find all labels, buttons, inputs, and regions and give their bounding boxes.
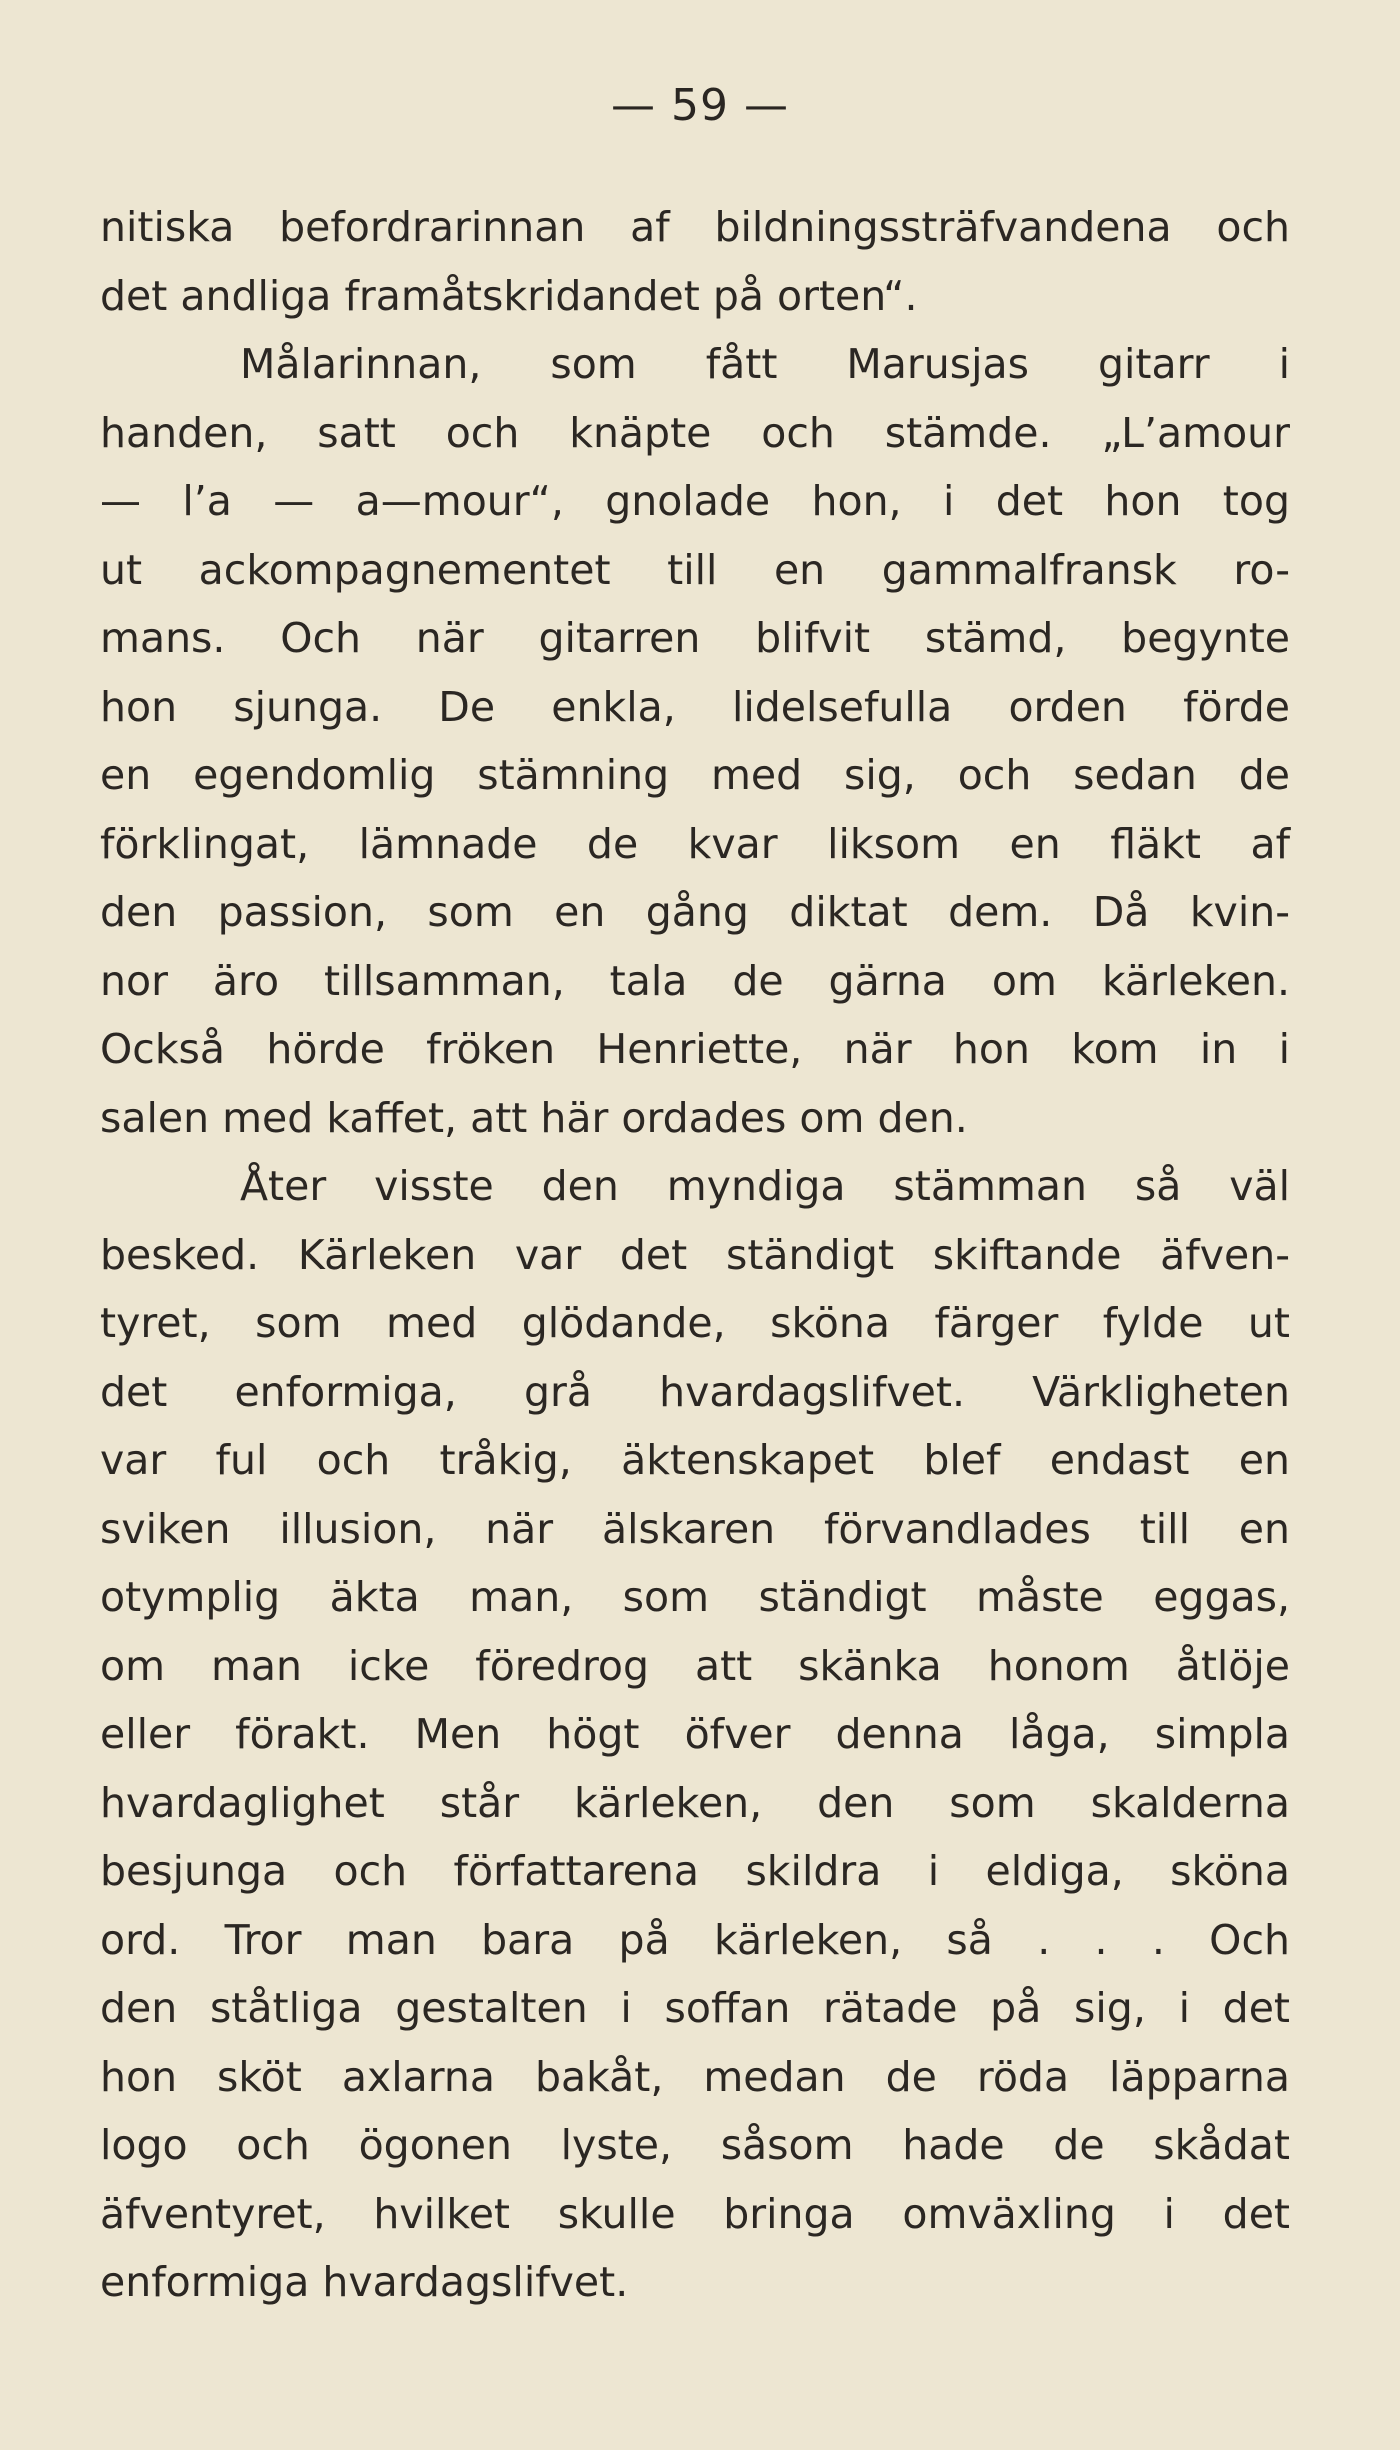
text-line: Målarinnan, som fått Marusjas gitarr i — [240, 340, 1290, 388]
text-line: hvardaglighet står kärleken, den som skalderna — [100, 1778, 1290, 1827]
text-line: var ful och tråkig, äktenskapet blef endast en — [100, 1436, 1290, 1484]
text-line: den passion, som en gång diktat dem. Då kvin- — [100, 888, 1290, 936]
text-line: en egendomlig stämning med sig, och sedan de — [100, 751, 1290, 799]
text-line: eller förakt. Men högt öfver denna låga, simpla — [100, 1710, 1290, 1758]
text-line: det enformiga, grå hvardagslifvet. Värkligheten — [100, 1367, 1290, 1416]
text-line: salen med kaffet, att här ordades om den. — [100, 1093, 968, 1142]
text-line: tyret, som med glödande, sköna färger fylde ut — [100, 1299, 1290, 1347]
text-line: nitiska befordrarinnan af bildningssträfvandena och — [100, 203, 1290, 251]
text-line: sviken illusion, när älskaren förvandlades till en — [100, 1504, 1290, 1553]
page-number: — 59 — — [611, 80, 789, 131]
text-line: hon sköt axlarna bakåt, medan de röda läpparna — [100, 2052, 1290, 2101]
text-line: om man icke föredrog att skänka honom åtlöje — [100, 1641, 1290, 1690]
text-line: ord. Tror man bara på kärleken, så . . . Och — [100, 1915, 1290, 1964]
text-line: logo och ögonen lyste, såsom hade de skådat — [100, 2121, 1290, 2169]
text-line: den ståtliga gestalten i soffan rätade på sig, i det — [100, 1984, 1290, 2032]
text-line: förklingat, lämnade de kvar liksom en fläkt af — [100, 819, 1290, 868]
text-line: ut ackompagnementet till en gammalfransk ro- — [100, 545, 1290, 594]
text-line: enformiga hvardagslifvet. — [100, 2258, 629, 2306]
text-line: Också hörde fröken Henriette, när hon kom in i — [100, 1025, 1290, 1073]
text-line: Åter visste den myndiga stämman så väl — [240, 1162, 1290, 1210]
text-line: det andliga framåtskridandet på orten“. — [100, 271, 918, 320]
text-line: mans. Och när gitarren blifvit stämd, begynte — [100, 614, 1290, 662]
text-line: handen, satt och knäpte och stämde. „L’amour — [100, 408, 1290, 457]
text-line: otymplig äkta man, som ständigt måste eggas, — [100, 1573, 1290, 1621]
text-line: nor äro tillsamman, tala de gärna om kärleken. — [100, 956, 1290, 1005]
text-line: besked. Kärleken var det ständigt skiftande äfven- — [100, 1230, 1290, 1279]
text-line: äfventyret, hvilket skulle bringa omväxling i det — [100, 2189, 1290, 2238]
text-line: besjunga och författarena skildra i eldiga, sköna — [100, 1847, 1290, 1895]
text-line: hon sjunga. De enkla, lidelsefulla orden förde — [100, 682, 1290, 731]
body-text — [100, 193, 1290, 2317]
text-line: — l’a — a—mour“, gnolade hon, i det hon tog — [100, 477, 1290, 525]
